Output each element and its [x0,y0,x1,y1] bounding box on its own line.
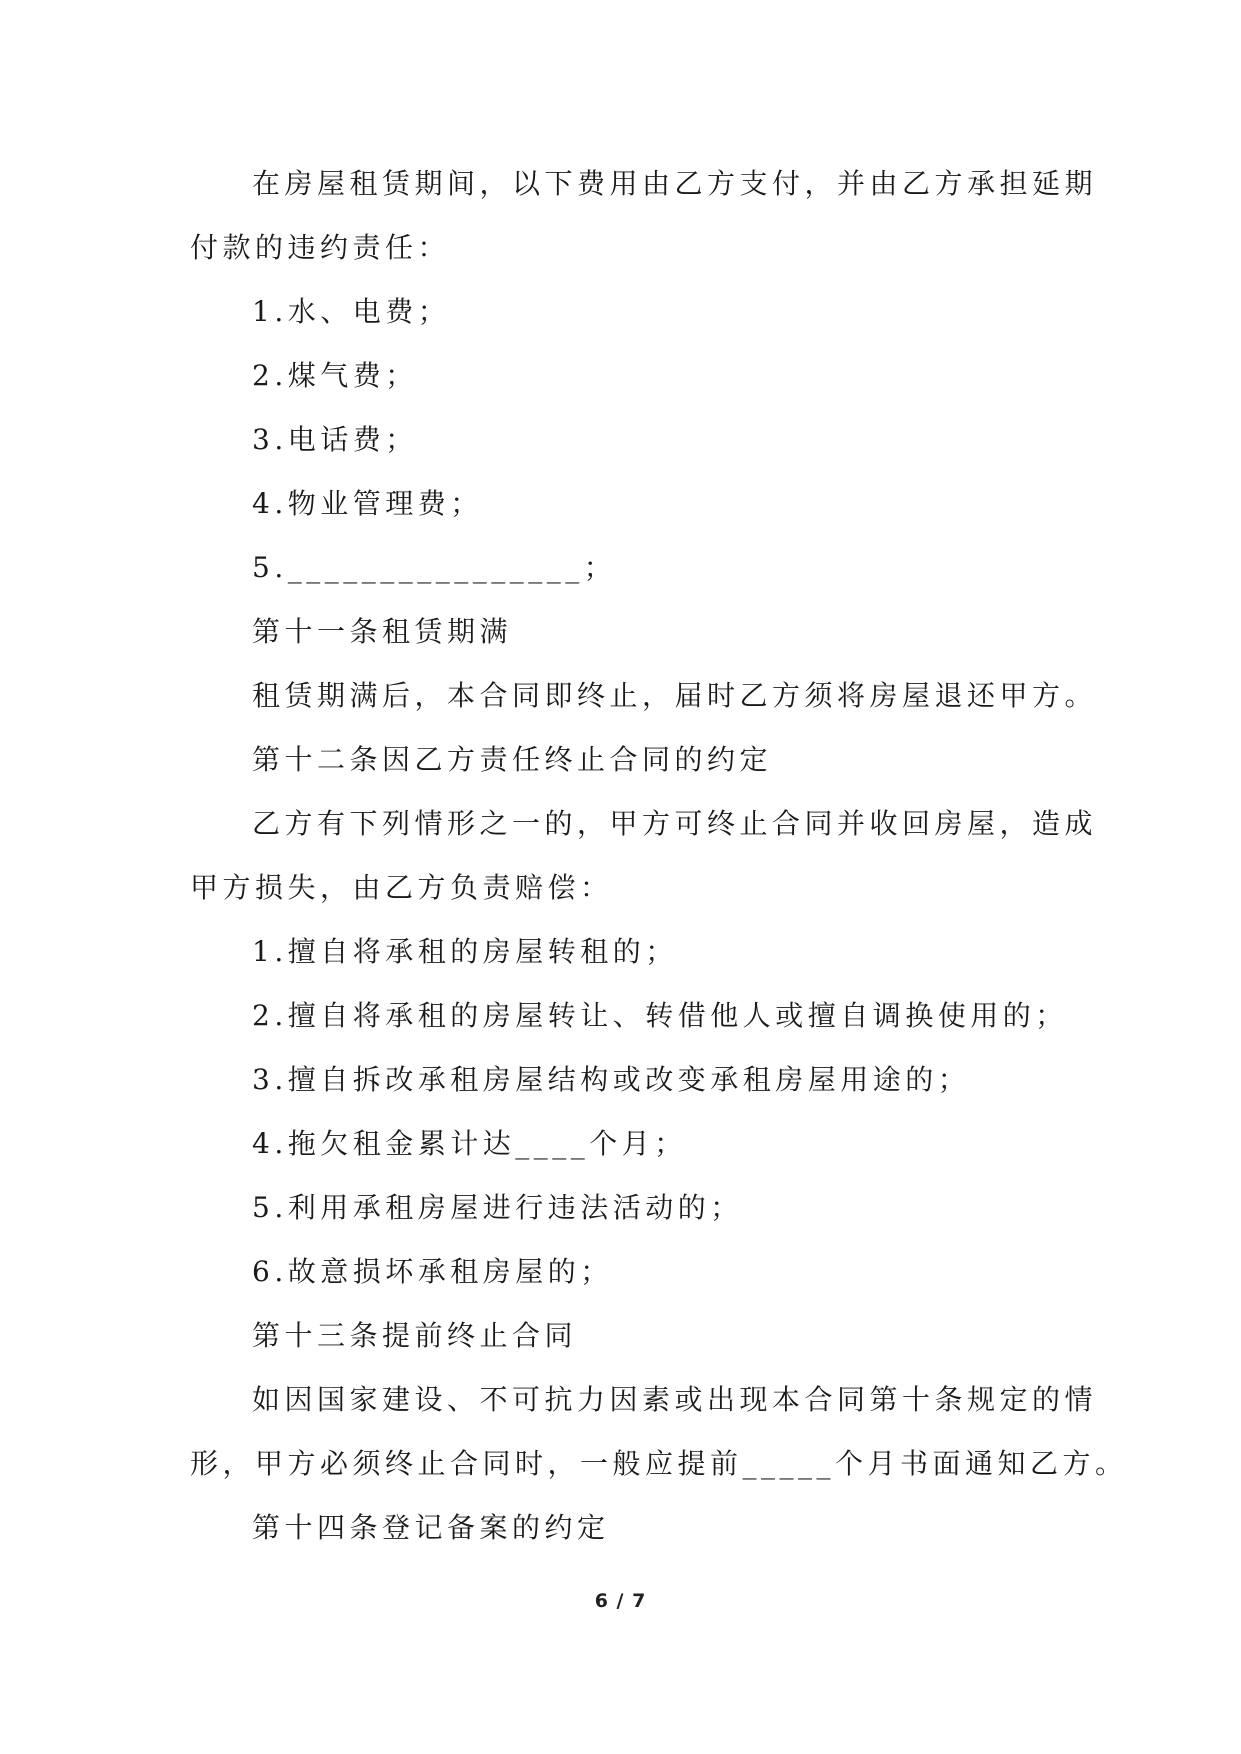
list-item: 1.擅自将承租的房屋转租的； [252,935,678,968]
paragraph-line: 付款的违约责任： [190,231,451,264]
list-item: 4.拖欠租金累计达____个月； [252,1127,687,1160]
paragraph-line: 乙方有下列情形之一的，甲方可终止合同并收回房屋，造成 [252,807,1098,840]
section-heading: 第十三条提前终止合同 [252,1319,578,1352]
list-item: 6.故意损坏承租房屋的； [252,1255,613,1288]
section-heading: 第十二条因乙方责任终止合同的约定 [252,743,773,776]
section-heading: 第十四条登记备案的约定 [252,1511,610,1544]
paragraph-line: 形，甲方必须终止合同时，一般应提前_____个月书面通知乙方。 [190,1447,1128,1480]
list-item: 4.物业管理费； [252,487,483,520]
list-item: 2.擅自将承租的房屋转让、转借他人或擅自调换使用的； [252,999,1068,1032]
list-item: 2.煤气费； [252,359,418,392]
list-item: 3.电话费； [252,423,418,456]
page-number: 6 / 7 [594,1590,647,1612]
paragraph-line: 甲方损失，由乙方负责赔偿： [190,871,613,904]
paragraph-line: 在房屋租赁期间，以下费用由乙方支付，并由乙方承担延期 [252,167,1098,200]
paragraph-line: 如因国家建设、不可抗力因素或出现本合同第十条规定的情 [252,1383,1098,1416]
section-heading: 第十一条租赁期满 [252,615,513,648]
paragraph-line: 租赁期满后，本合同即终止，届时乙方须将房屋退还甲方。 [252,679,1098,712]
list-item: 3.擅自拆改承租房屋结构或改变承租房屋用途的； [252,1063,971,1096]
list-item: 5.________________； [252,551,617,584]
list-item: 1.水、电费； [252,295,451,328]
list-item: 5.利用承租房屋进行违法活动的； [252,1191,743,1224]
